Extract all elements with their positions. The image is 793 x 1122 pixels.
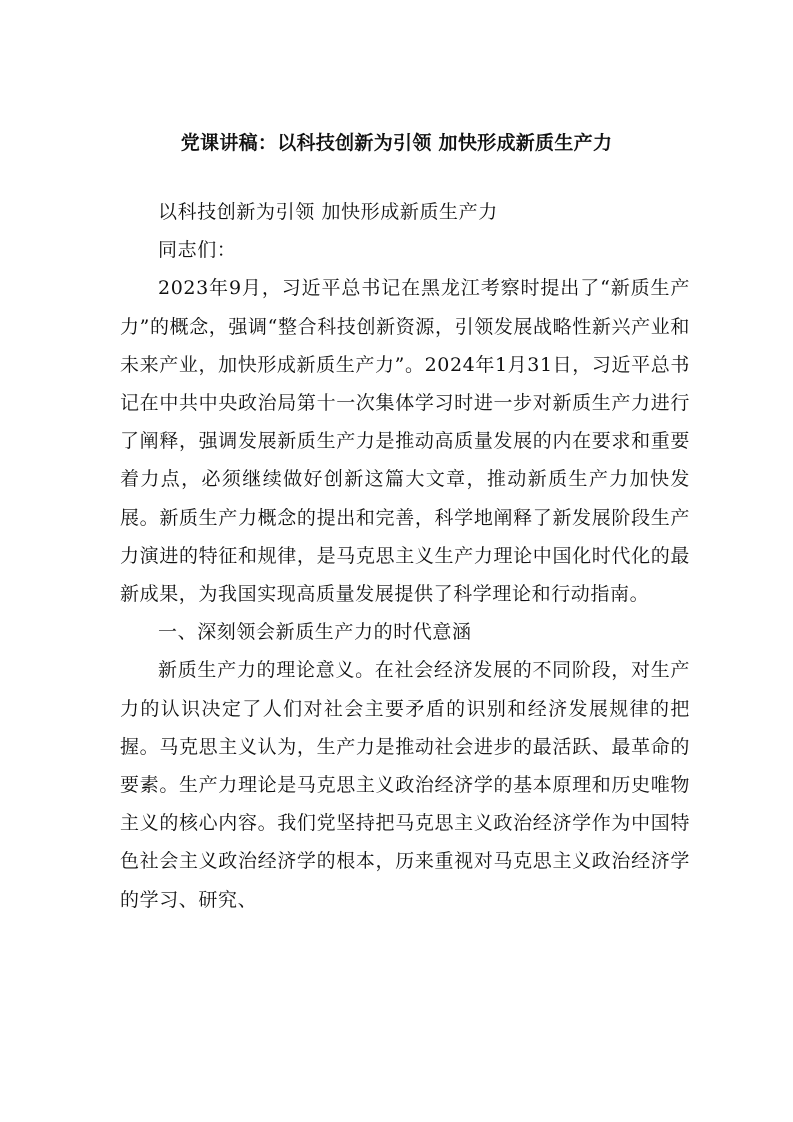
document-body — [120, 193, 690, 919]
body-paragraph: 新质生产力的理论意义。在社会经济发展的不同阶段，对生产力的认识决定了人们对社会主要矛盾的识别和经济发展规律的把握。马克思主义认为，生产力是推动社会进步的最活跃、最革命的要素。生产力理论是马克思主义政治经济学的基本原理和历史唯物主义的核心内容。我们党坚持把马克思主义政治经济学作为中国特色社会主义政治经济学的根本，历来重视对马克思主义政治经济学的学习、研究、 — [120, 659, 690, 911]
salutation-paragraph: 同志们： — [158, 239, 237, 262]
intro-paragraph: 2023年9月，习近平总书记在黑龙江考察时提出了“新质生产力”的概念，强调“整合科技创新资源，引领发展战略性新兴产业和未来产业，加快形成新质生产力”。2024年1月31日，习近平总书记在中共中央政治局第十一次集体学习时进一步对新质生产力进行了阐释，强调发展新质生产力是推动高质量发展的内在要求和重要着力点，必须继续做好创新这篇大文章，推动新质生产力加快发展。新质生产力概念的提出和完善，科学地阐释了新发展阶段生产力演进的特征和规律，是马克思主义生产力理论中国化时代化的最新成果，为我国实现高质量发展提供了科学理论和行动指南。 — [120, 277, 690, 606]
section-heading: 一、深刻领会新质生产力的时代意涵 — [158, 621, 472, 644]
subtitle-paragraph: 以科技创新为引领 加快形成新质生产力 — [158, 201, 498, 223]
document-title: 党课讲稿：以科技创新为引领 加快形成新质生产力 — [180, 132, 613, 154]
